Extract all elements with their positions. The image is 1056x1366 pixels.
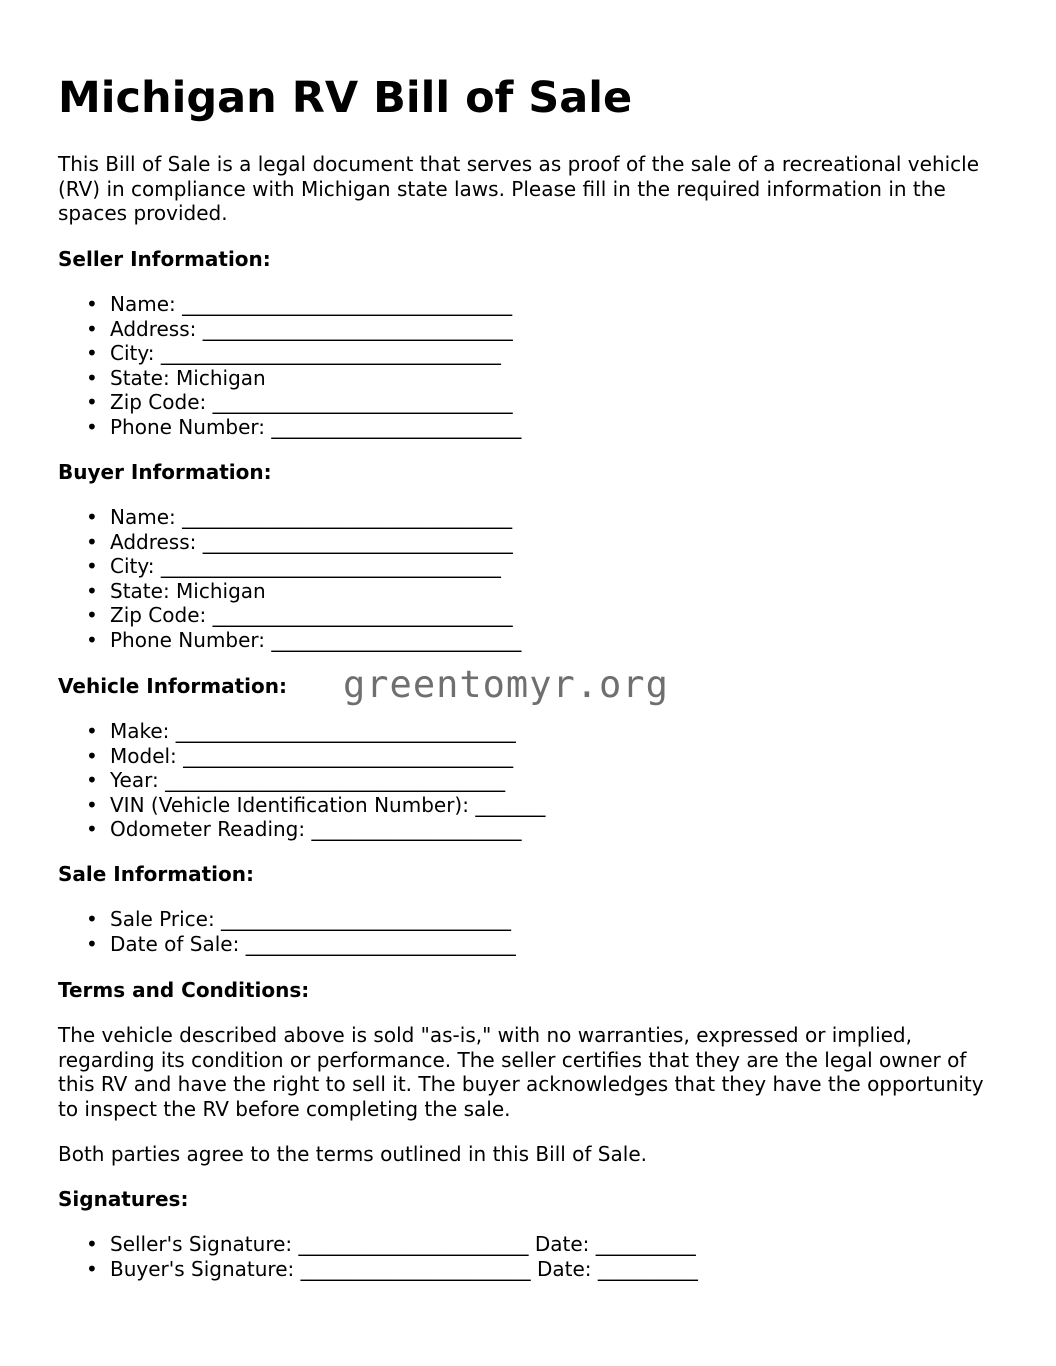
signatures-heading: Signatures: — [58, 1187, 189, 1211]
seller-name-field[interactable]: • Name: _________________________________ — [58, 292, 521, 317]
buyer-heading: Buyer Information: — [58, 460, 272, 484]
watermark-text: greentomyr.org — [343, 663, 669, 706]
buyer-name-field[interactable]: • Name: _________________________________ — [58, 505, 521, 530]
intro-paragraph: This Bill of Sale is a legal document that serves as proof of the sale of a recreational vehicle (RV) in compliance with Michigan state laws. Please fill in the required information in the spaces provided. — [58, 152, 980, 226]
seller-list — [58, 292, 521, 440]
vehicle-make-field[interactable]: • Make: __________________________________ — [58, 719, 545, 744]
buyer-city-field[interactable]: • City: __________________________________ — [58, 554, 521, 579]
vehicle-list — [58, 719, 545, 842]
signatures-list — [58, 1232, 698, 1281]
seller-state-field: • State: Michigan — [58, 366, 521, 391]
terms-heading: Terms and Conditions: — [58, 978, 310, 1002]
vehicle-vin-field[interactable]: • VIN (Vehicle Identification Number): _______ — [58, 793, 545, 818]
buyer-list — [58, 505, 521, 653]
sale-date-field[interactable]: • Date of Sale: ___________________________ — [58, 932, 516, 957]
vehicle-model-field[interactable]: • Model: _________________________________ — [58, 744, 545, 769]
buyer-phone-field[interactable]: • Phone Number: _________________________ — [58, 628, 521, 653]
vehicle-year-field[interactable]: • Year: __________________________________ — [58, 768, 545, 793]
sale-list — [58, 907, 516, 956]
buyer-signature-field[interactable]: • Buyer's Signature: _______________________ Date: __________ — [58, 1257, 698, 1282]
sale-heading: Sale Information: — [58, 862, 254, 886]
vehicle-heading: Vehicle Information: — [58, 674, 287, 698]
vehicle-odometer-field[interactable]: • Odometer Reading: _____________________ — [58, 817, 545, 842]
seller-heading: Seller Information: — [58, 247, 271, 271]
seller-zip-field[interactable]: • Zip Code: ______________________________ — [58, 390, 521, 415]
seller-phone-field[interactable]: • Phone Number: _________________________ — [58, 415, 521, 440]
agreement-paragraph: Both parties agree to the terms outlined in this Bill of Sale. — [58, 1142, 647, 1166]
seller-signature-field[interactable]: • Seller's Signature: _______________________ Date: __________ — [58, 1232, 698, 1257]
buyer-address-field[interactable]: • Address: _______________________________ — [58, 530, 521, 555]
terms-paragraph: The vehicle described above is sold "as-is," with no warranties, expressed or implied, regarding its condition or performance. The seller certifies that they are the legal owner of this RV and have the right to sell it. The buyer acknowledges that they have the opportunity to inspect the RV before completing the sale. — [58, 1023, 984, 1121]
seller-address-field[interactable]: • Address: _______________________________ — [58, 317, 521, 342]
buyer-state-field: • State: Michigan — [58, 579, 521, 604]
document-title: Michigan RV Bill of Sale — [58, 73, 633, 123]
seller-city-field[interactable]: • City: __________________________________ — [58, 341, 521, 366]
buyer-zip-field[interactable]: • Zip Code: ______________________________ — [58, 603, 521, 628]
sale-price-field[interactable]: • Sale Price: _____________________________ — [58, 907, 516, 932]
